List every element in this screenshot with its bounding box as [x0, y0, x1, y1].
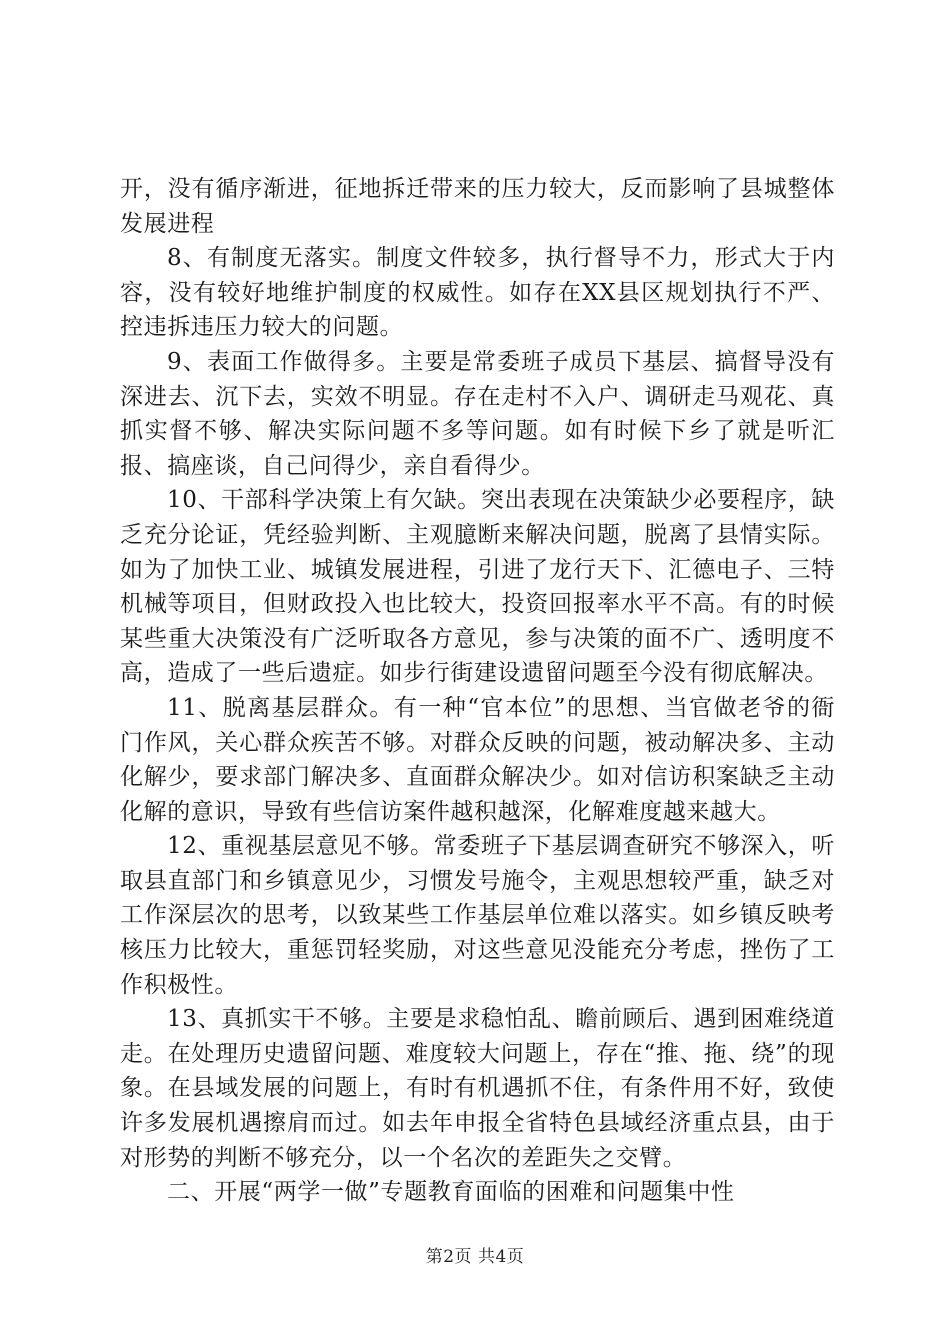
paragraph-item-8: 8、有制度无落实。制度文件较多，执行督导不力，形式大于内容，没有较好地维护制度的权威性。如存在XX县区规划执行不严、控违拆违压力较大的问题。: [120, 245, 835, 341]
paragraph-item-10: 10、干部科学决策上有欠缺。突出表现在决策缺少必要程序，缺乏充分论证，凭经验判断、主观臆断来解决问题，脱离了县情实际。如为了加快工业、城镇发展进程，引进了龙行天下、汇德电子、三特机械等项目，但财政投入也比较大，投资回报率水平不高。有的时候某些重大决策没有广泛听取各方意见，参与决策的面不广、透明度不高，造成了一些后遗症。如步行街建设遗留问题至今没有彻底解决。: [120, 487, 835, 687]
section-heading-2: 二、开展“两学一做”专题教育面临的困难和问题集中性: [167, 1179, 735, 1206]
paragraph-item-12: 12、重视基层意见不够。常委班子下基层调查研究不够深入，听取县直部门和乡镇意见少，习惯发号施令，主观思想较严重，缺乏对工作深层次的思考，以致某些工作基层单位难以落实。如乡镇反映考核压力比较大，重惩罚轻奖励，对这些意见没能充分考虑，挫伤了工作积极性。: [120, 833, 835, 998]
paragraph-item-9: 9、表面工作做得多。主要是常委班子成员下基层、搞督导没有深进去、沉下去，实效不明显。存在走村不入户、调研走马观花、真抓实督不够、解决实际问题不多等问题。如有时候下乡了就是听汇报、搞座谈，自己问得少，亲自看得少。: [120, 348, 835, 479]
page-number-footer: 第2页 共4页: [425, 1247, 525, 1267]
document-body: [120, 172, 835, 1210]
paragraph-item-13: 13、真抓实干不够。主要是求稳怕乱、瞻前顾后、遇到困难绕道走。在处理历史遗留问题、难度较大问题上，存在“推、拖、绕”的现象。在县域发展的问题上，有时有机遇抓不住，有条件用不好，致使许多发展机遇擦肩而过。如去年申报全省特色县域经济重点县，由于对形势的判断不够充分，以一个名次的差距失之交臂。: [120, 1006, 835, 1171]
paragraph-continuation: 开，没有循序渐进，征地拆迁带来的压力较大，反而影响了县城整体发展进程: [120, 176, 835, 237]
paragraph-item-11: 11、脱离基层群众。有一种“官本位”的思想、当官做老爷的衙门作风，关心群众疾苦不够。对群众反映的问题，被动解决多、主动化解少，要求部门解决多、直面群众解决少。如对信访积案缺乏主动化解的意识，导致有些信访案件越积越深，化解难度越来越大。: [120, 694, 835, 825]
